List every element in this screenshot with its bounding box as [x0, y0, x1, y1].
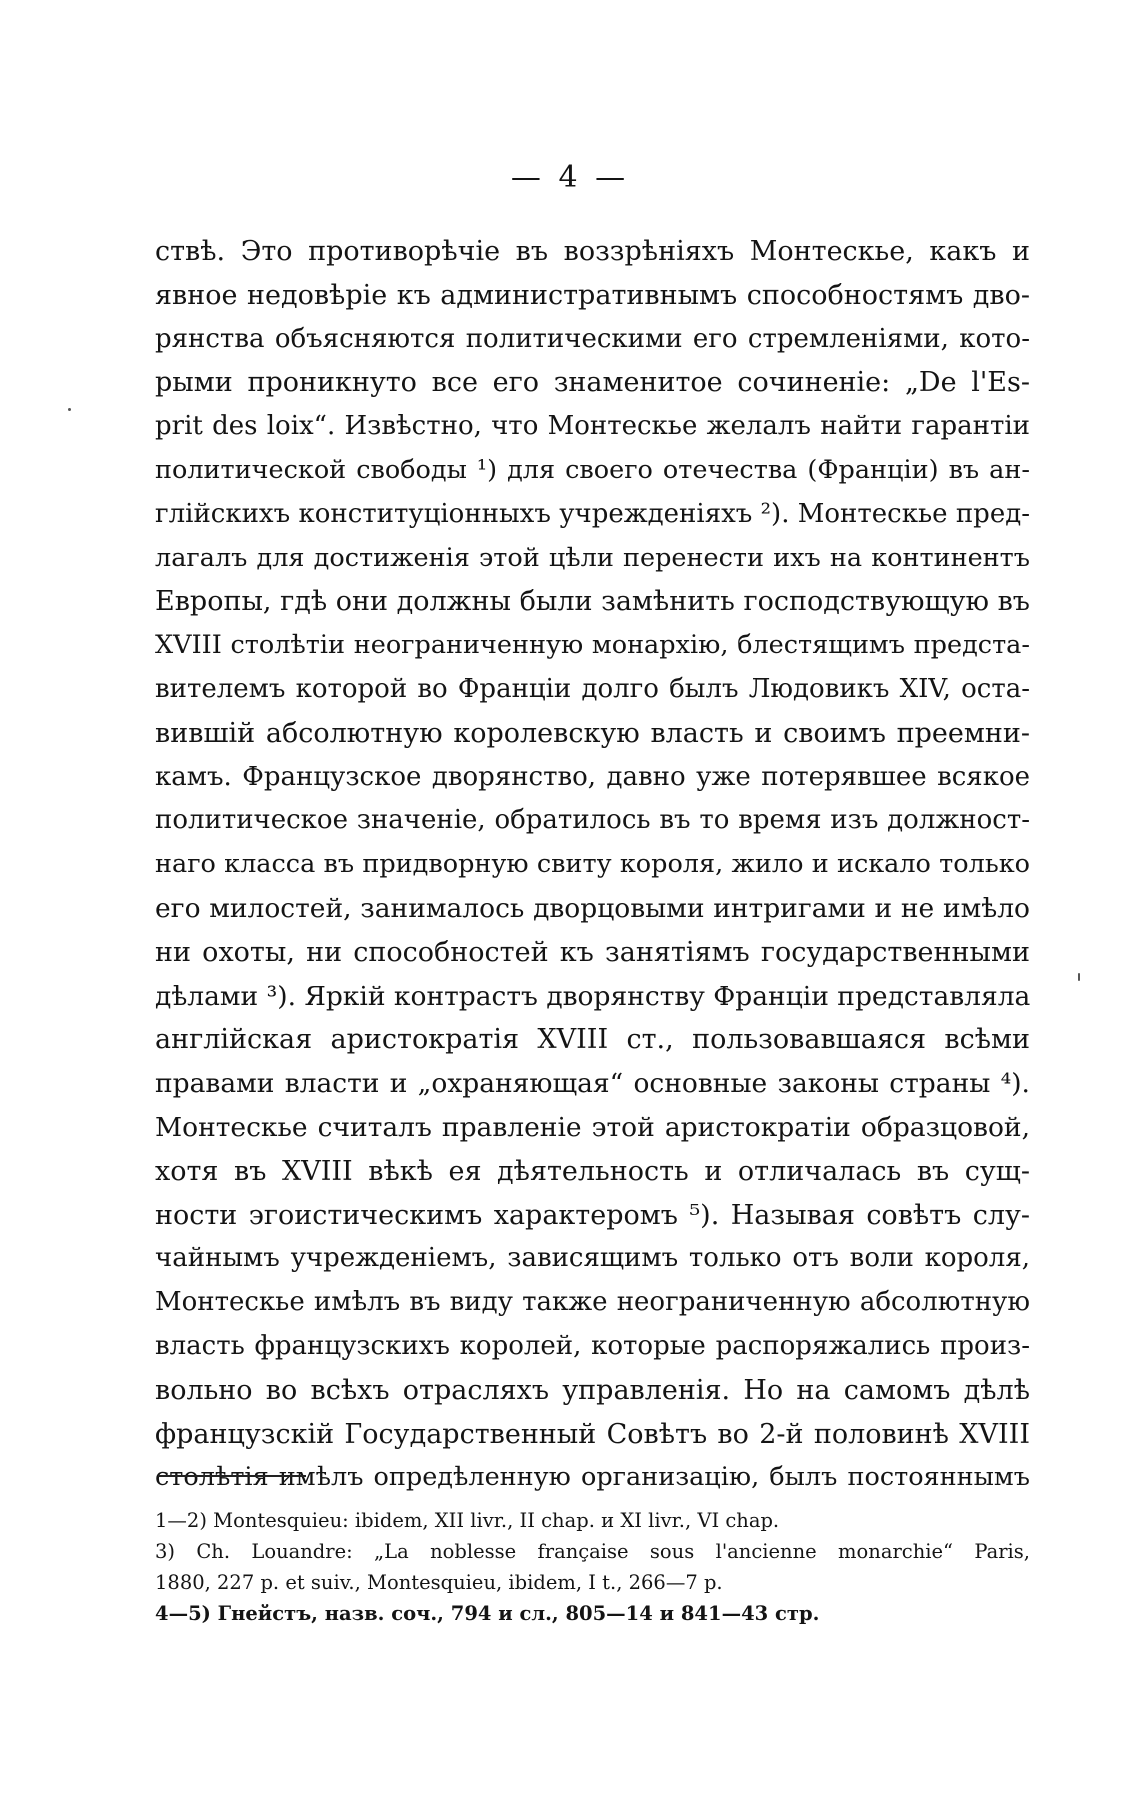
text-line: вителемъ которой во Франціи долго былъ Людовикъ XIV, оста-: [155, 673, 1030, 704]
text-line: вольно во всѣхъ отрасляхъ управленія. Но на самомъ дѣлѣ: [155, 1374, 1030, 1406]
text-line: явное недовѣріе къ административнымъ способностямъ дво-: [155, 279, 1030, 311]
page-number: — 4 —: [510, 160, 630, 195]
text-line: рянства объясняются политическими его стремленіями, кото-: [155, 323, 1030, 354]
footnote-1-2: 1—2) Montesquieu: ibidem, XII livr., II chap. и XI livr., VI chap.: [155, 1509, 780, 1532]
text-line: политическое значеніе, обратилось въ то время изъ должност-: [155, 805, 1030, 836]
text-line: ности эгоистическимъ характеромъ ⁵). Называя совѣтъ слу-: [155, 1199, 1030, 1231]
text-line: чайнымъ учрежденіемъ, зависящимъ только отъ воли короля,: [155, 1243, 1030, 1274]
text-line: правами власти и „охраняющая“ основные законы страны ⁴).: [155, 1068, 1030, 1100]
text-line: политической свободы ¹) для своего отечества (Франціи) въ ан-: [155, 454, 1030, 485]
text-line: рыми проникнуто все его знаменитое сочиненіе: „De l'Es-: [155, 367, 1030, 399]
text-line: prit des loix“. Извѣстно, что Монтескье желалъ найти гарантіи: [155, 411, 1030, 442]
footnote-4-5: 4—5) Гнейстъ, назв. соч., 794 и сл., 805—14 и 841—43 стр.: [155, 1602, 820, 1625]
footnote-3-continued: 1880, 227 p. et suiv., Montesquieu, ibidem, I t., 266—7 p.: [155, 1571, 723, 1594]
footnotes: [155, 1505, 1030, 1629]
main-text: [155, 230, 1030, 1500]
text-line: глійскихъ конституціонныхъ учрежденіяхъ ²). Монтескье пред-: [155, 498, 1030, 529]
scan-speck: [1078, 973, 1080, 981]
text-line: камъ. Французское дворянство, давно уже потерявшее всякое: [155, 761, 1030, 792]
text-line: ни охоты, ни способностей къ занятіямъ государственными: [155, 936, 1030, 968]
scan-speck: [68, 408, 71, 411]
text-line: власть французскихъ королей, которые распоряжались произ-: [155, 1330, 1030, 1361]
footnote-3: 3) Ch. Louandre: „La noblesse française sous l'ancienne monarchie“ Paris,: [155, 1540, 1030, 1563]
text-line: его милостей, занималось дворцовыми интригами и не имѣло: [155, 892, 1030, 924]
text-line: Европы, гдѣ они должны были замѣнить господствующую въ: [155, 586, 1030, 618]
footnote-divider: [158, 1475, 306, 1477]
text-line: столѣтія имѣлъ опредѣленную организацію, былъ постояннымъ: [155, 1462, 1030, 1493]
text-line: Монтескье считалъ правленіе этой аристократіи образцовой,: [155, 1111, 1030, 1143]
text-line: французскій Государственный Совѣтъ во 2-й половинѣ XVIII: [155, 1418, 1030, 1450]
text-line: Монтескье имѣлъ въ виду также неограниченную абсолютную: [155, 1287, 1030, 1318]
text-line: лагалъ для достиженія этой цѣли перенести ихъ на континентъ: [155, 542, 1030, 573]
text-line: вившій абсолютную королевскую власть и своимъ преемни-: [155, 717, 1030, 749]
text-line: наго класса въ придворную свиту короля, жило и искало только: [155, 849, 1030, 880]
text-line: англійская аристократія XVIII ст., пользовавшаяся всѣми: [155, 1024, 1030, 1056]
text-line: XVIII столѣтіи неограниченную монархію, блестящимъ предста-: [155, 630, 1030, 661]
text-line: дѣлами ³). Яркій контрастъ дворянству Франціи представляла: [155, 980, 1031, 1012]
text-line: хотя въ XVIII вѣкѣ ея дѣятельность и отличалась въ сущ-: [155, 1155, 1030, 1187]
text-line: ствѣ. Это противорѣчіе въ воззрѣніяхъ Монтескье, какъ и: [155, 236, 1030, 267]
